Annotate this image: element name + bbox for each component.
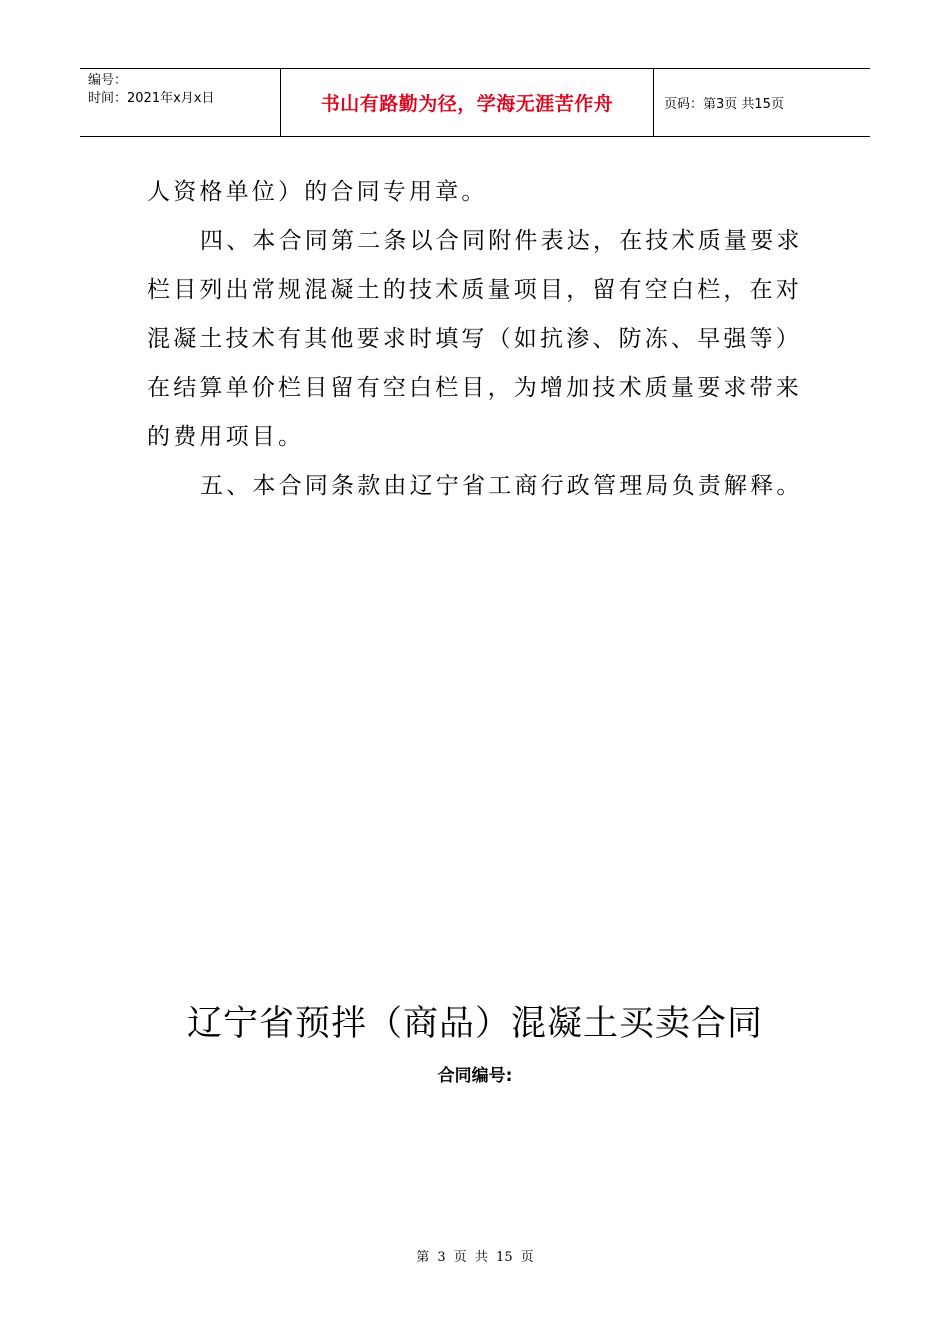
header-page-number: 页码：第3页 共15页 bbox=[664, 97, 784, 112]
document-time-label: 时间：2021年x月x日 bbox=[88, 91, 215, 106]
document-body bbox=[147, 168, 807, 511]
document-number-label: 编号： bbox=[88, 73, 128, 88]
paragraph-clause-five: 五、本合同条款由辽宁省工商行政管理局负责解释。 bbox=[200, 473, 803, 499]
page-header bbox=[80, 68, 870, 137]
page-footer: 第 3 页 共 15 页 bbox=[416, 1250, 534, 1265]
paragraph-continuation: 人资格单位）的合同专用章。 bbox=[147, 179, 488, 205]
paragraph-clause-four: 四、本合同第二条以合同附件表达，在技术质量要求栏目列出常规混凝土的技术质量项目，留有空白栏，在对混凝土技术有其他要求时填写（如抗渗、防冻、早强等）在结算单价栏目留有空白栏目，为增加技术质量要求带来的费用项目。 bbox=[147, 228, 803, 450]
header-motto: 书山有路勤为径，学海无涯苦作舟 bbox=[281, 69, 654, 136]
header-meta bbox=[80, 69, 281, 136]
contract-title: 辽宁省预拌（商品）混凝土买卖合同 bbox=[186, 1004, 763, 1044]
contract-number-label: 合同编号: bbox=[437, 1066, 513, 1086]
